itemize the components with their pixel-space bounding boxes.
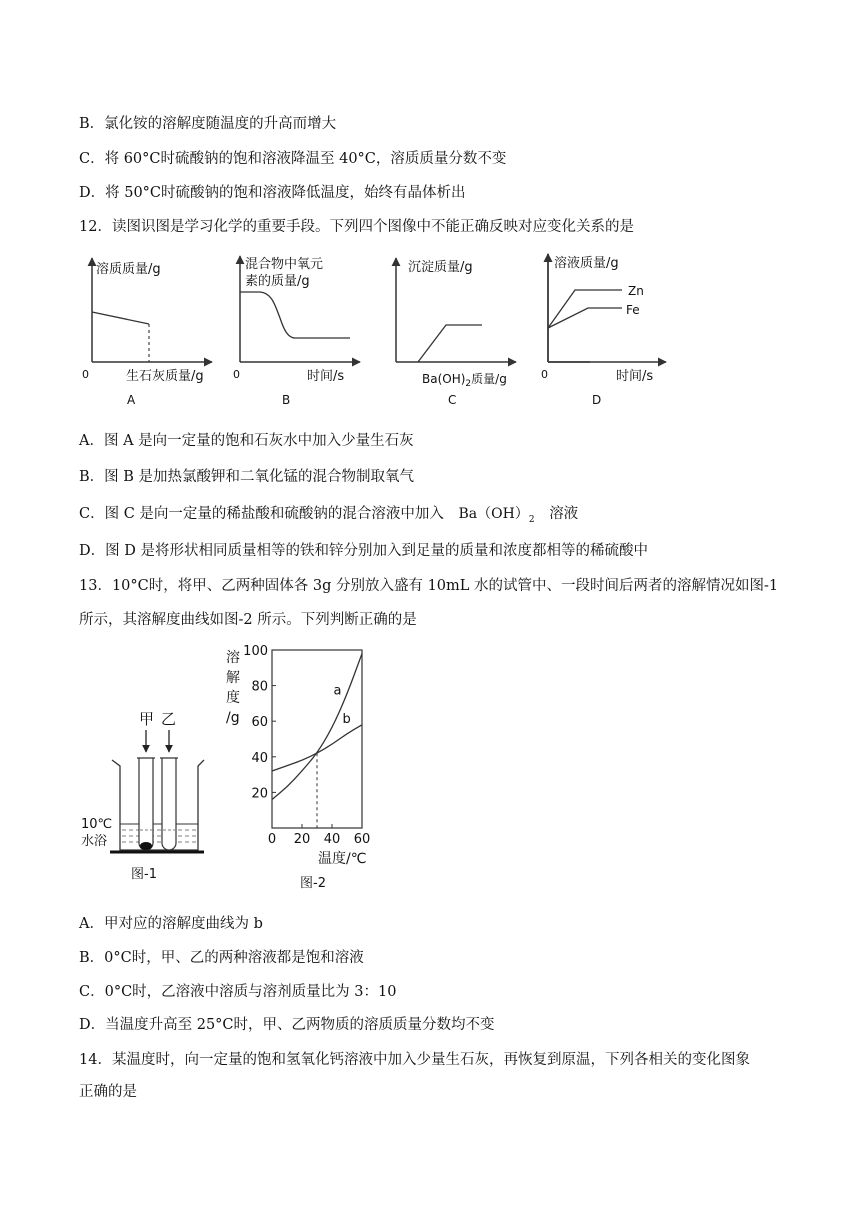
graph-a-xlabel: 生石灰质量/g — [126, 369, 204, 384]
curve-b — [272, 725, 362, 771]
q11-option-c: C．将 60°C时硫酸钠的饱和溶液降温至 40°C，溶质质量分数不变 — [79, 151, 507, 167]
graph-d-svg — [540, 250, 670, 410]
x-tick-label: 60 — [353, 832, 371, 847]
tube-jia-solid — [140, 842, 152, 850]
graph-c-caption: C — [448, 393, 457, 407]
curve-a-label: a — [333, 683, 342, 699]
graph-b-curve — [240, 292, 350, 338]
tube-label-yi: 乙 — [161, 710, 177, 728]
q13-option-b: B．0°C时，甲、乙的两种溶液都是饱和溶液 — [79, 950, 364, 966]
curve-b-label: b — [342, 711, 351, 727]
beaker — [112, 760, 204, 850]
x-tick-label: 40 — [323, 832, 341, 847]
graph-b-xlabel: 时间/s — [307, 369, 345, 384]
q13-option-a: A．甲对应的溶解度曲线为 b — [79, 916, 263, 932]
graph-d-ylabel: 溶液质量/g — [554, 256, 619, 271]
figure-1-svg — [76, 700, 216, 895]
q12-option-c-tail: 溶液 — [549, 506, 579, 522]
graph-c-curve — [418, 325, 482, 362]
y-tick-label: 40 — [251, 750, 268, 766]
q12-stem: 12．读图识图是学习化学的重要手段。下列四个图像中不能正确反映对应变化关系的是 — [79, 219, 634, 235]
q12-option-a: A．图 A 是向一定量的饱和石灰水中加入少量生石灰 — [79, 433, 414, 449]
figure-2-caption: 图-2 — [300, 876, 326, 891]
q12-option-c-sub: 2 — [528, 514, 535, 525]
q13-option-d: D．当温度升高至 25°C时，甲、乙两物质的溶质质量分数均不变 — [79, 1017, 495, 1033]
graph-a — [82, 258, 212, 407]
y-tick-label: 20 — [251, 786, 268, 802]
graph-a-curve — [92, 312, 149, 324]
q13-stem-2: 所示，其溶解度曲线如图-2 所示。下列判断正确的是 — [79, 612, 417, 628]
graph-d-origin: 0 — [541, 368, 548, 381]
q12-option-c-text: C．图 C 是向一定量的稀盐酸和硫酸钠的混合溶液中加入 — [79, 506, 444, 522]
y-tick-label: 100 — [243, 644, 268, 659]
q12-option-d: D．图 D 是将形状相同质量相等的铁和锌分别加入到足量的质量和浓度都相等的稀硫酸中 — [79, 543, 648, 559]
q14-stem-1: 14．某温度时，向一定量的饱和氢氧化钙溶液中加入少量生石灰，再恢复到原温，下列各相关的变化图象 — [79, 1052, 750, 1068]
solubility-chart — [222, 640, 382, 895]
graph-d-label-zn: Zn — [628, 284, 644, 298]
tube-yi — [162, 758, 176, 850]
graph-d-xlabel: 时间/s — [616, 369, 654, 384]
graph-b-ylabel-2: 素的质量/g — [245, 274, 310, 289]
tube-jia — [139, 758, 153, 850]
q12-option-c — [79, 502, 578, 525]
q12-graphs — [70, 250, 590, 410]
x-tick-label: 0 — [267, 832, 277, 847]
graph-c-xlabel: $Ba(OH)_2$质量/g — [422, 372, 507, 389]
graph-d-curve-fe — [548, 308, 622, 328]
graph-d-caption: D — [592, 393, 602, 407]
tube-label-jia: 甲 — [139, 710, 155, 728]
graph-a-origin: 0 — [82, 368, 89, 381]
bath-label: 水浴 — [81, 834, 108, 849]
q12-graphs-svg — [70, 250, 590, 410]
q13-option-c: C．0°C时，乙溶液中溶质与溶剂质量比为 3：10 — [79, 984, 397, 1000]
chart-xlabel: 温度/℃ — [318, 851, 367, 867]
chart-y-ticks — [243, 644, 276, 801]
figure-1-caption: 图-1 — [131, 867, 157, 882]
graph-b-origin: 0 — [233, 368, 240, 381]
q12-option-b: B．图 B 是加热氯酸钾和二氧化锰的混合物制取氧气 — [79, 469, 415, 485]
chart-ylabel — [226, 649, 240, 726]
graph-a-caption: A — [127, 393, 136, 407]
q13-figure-2 — [222, 640, 382, 895]
graph-b-ylabel-1: 混合物中氧元 — [245, 257, 324, 272]
y-tick-label: 60 — [251, 715, 268, 731]
q12-graph-d-wrap — [540, 250, 670, 410]
graph-b — [233, 256, 360, 407]
chart-ylabel-char: 度 — [226, 690, 240, 706]
q13-figure-1 — [76, 700, 216, 895]
graph-b-caption: B — [282, 393, 291, 407]
graph-a-ylabel: 溶质质量/g — [96, 262, 161, 277]
x-tick-label: 20 — [293, 832, 311, 847]
q11-option-b: B．氯化铵的溶解度随温度的升高而增大 — [79, 116, 337, 132]
graph-c-ylabel: 沉淀质量/g — [408, 260, 473, 275]
graph-c — [396, 258, 516, 407]
temp-label: 10℃ — [81, 817, 113, 832]
q11-option-d: D．将 50°C时硫酸钠的饱和溶液降低温度，始终有晶体析出 — [79, 185, 466, 201]
graph-d-label-fe: Fe — [626, 303, 640, 317]
y-tick-label: 80 — [251, 679, 268, 695]
chart-ylabel-char: 溶 — [226, 650, 240, 666]
chart-ylabel-char: /g — [226, 710, 240, 726]
q12-option-c-formula: Ba（OH） — [458, 506, 529, 522]
q13-stem-1: 13．10°C时，将甲、乙两种固体各 3g 分别放入盛有 10mL 水的试管中、一段时间后两者的溶解情况如图-1 — [79, 578, 779, 594]
q14-stem-2: 正确的是 — [79, 1084, 137, 1100]
chart-ylabel-char: 解 — [226, 670, 240, 686]
